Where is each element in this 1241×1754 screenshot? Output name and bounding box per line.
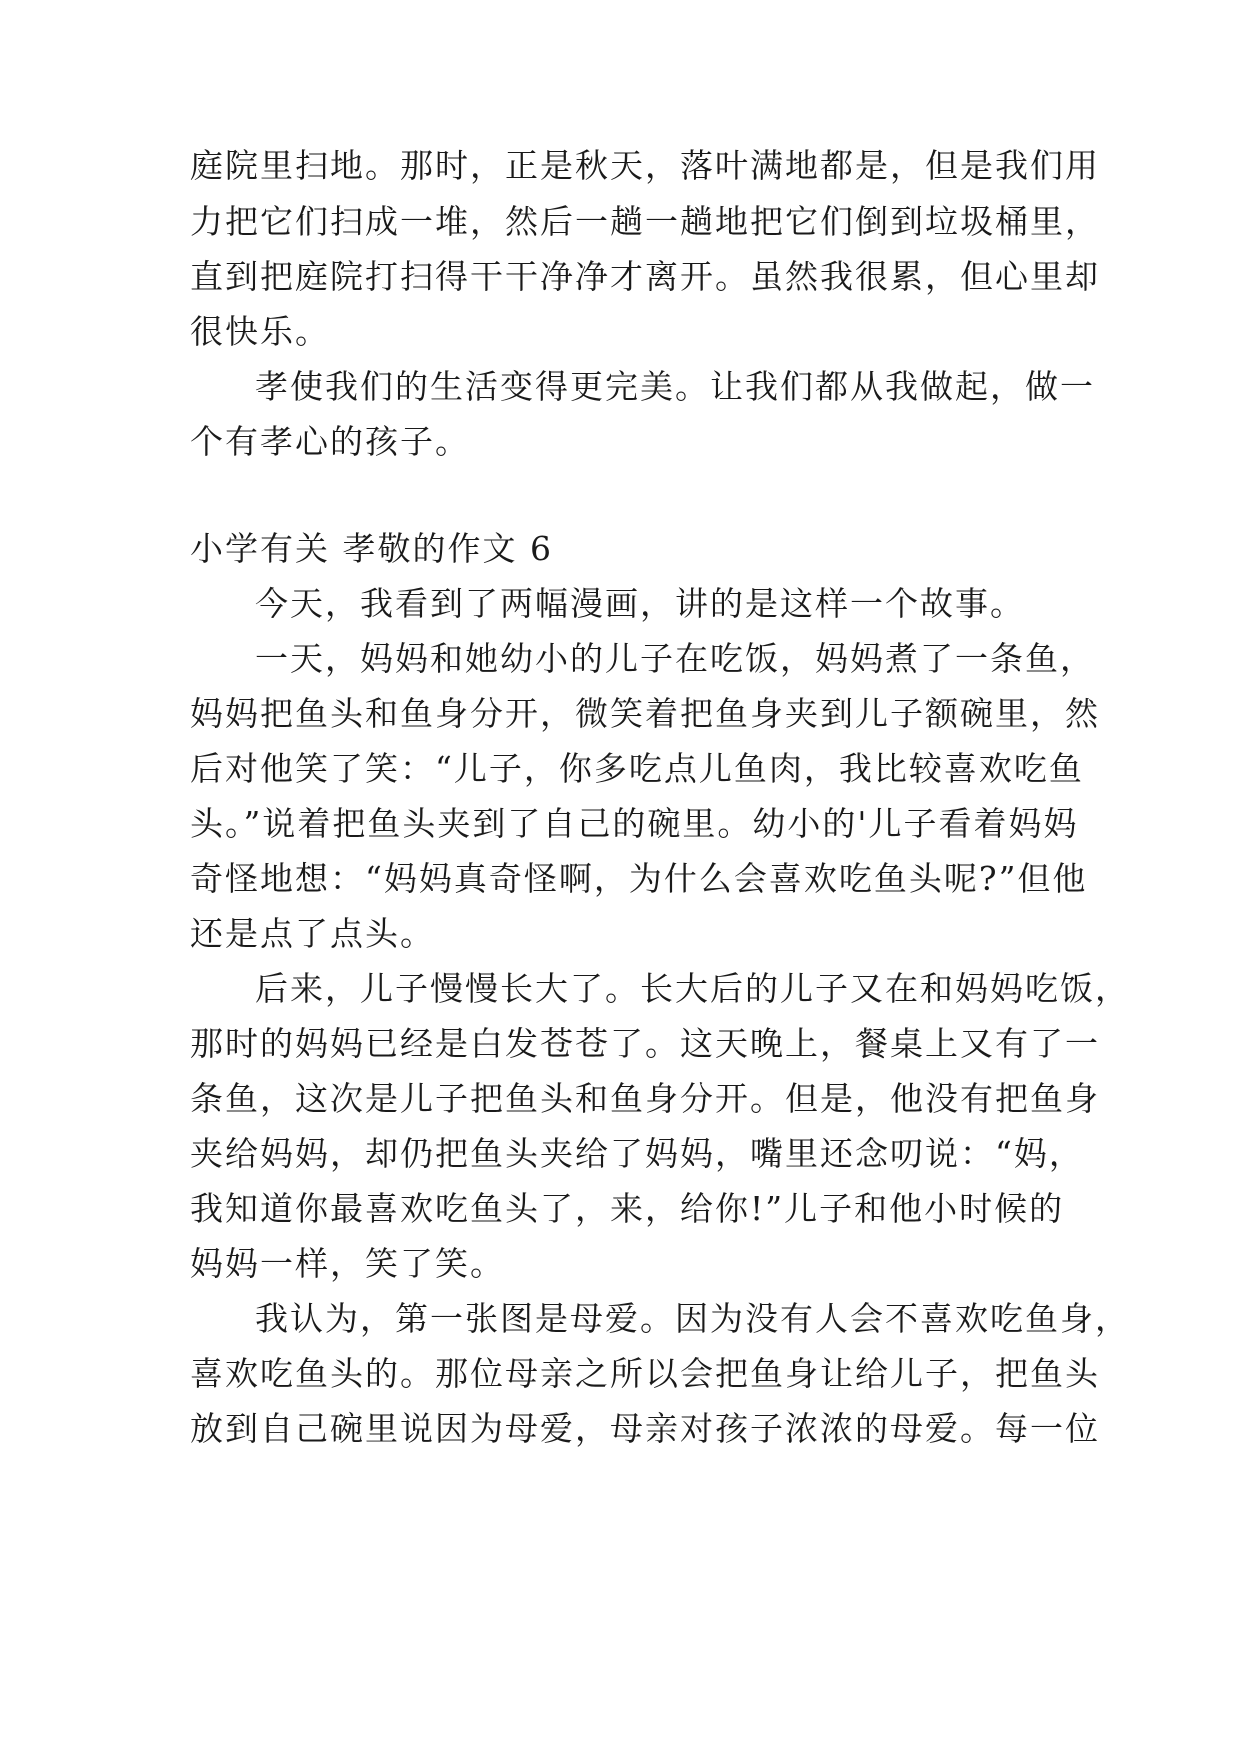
paragraph-line: 我认为，第一张图是母爱。因为没有人会不喜欢吃鱼身， xyxy=(255,1299,1130,1338)
paragraph-line: 后对他笑了笑：“儿子，你多吃点儿鱼肉，我比较喜欢吃鱼 xyxy=(190,749,1084,788)
paragraph-line: 孝使我们的生活变得更完美。让我们都从我做起，做一 xyxy=(255,367,1095,406)
paragraph-line: 那时的妈妈已经是白发苍苍了。这天晚上，餐桌上又有了一 xyxy=(190,1024,1100,1063)
paragraph-line: 一天，妈妈和她幼小的儿子在吃饭，妈妈煮了一条鱼， xyxy=(255,639,1095,678)
paragraph-line: 我知道你最喜欢吃鱼头了，来，给你!”儿子和他小时候的 xyxy=(190,1189,1065,1228)
paragraph-line: 妈妈把鱼头和鱼身分开，微笑着把鱼身夹到儿子额碗里，然 xyxy=(190,694,1100,733)
paragraph-line: 很快乐。 xyxy=(190,312,330,351)
paragraph-line: 放到自己碗里说因为母爱，母亲对孩子浓浓的母爱。每一位 xyxy=(190,1409,1100,1448)
paragraph-line: 头。”说着把鱼头夹到了自己的碗里。幼小的'儿子看着妈妈 xyxy=(190,804,1079,843)
essay-heading: 小学有关 孝敬的作文 6 xyxy=(190,529,553,568)
paragraph-line: 妈妈一样，笑了笑。 xyxy=(190,1244,505,1283)
paragraph-line: 夹给妈妈，却仍把鱼头夹给了妈妈，嘴里还念叨说：“妈， xyxy=(190,1134,1084,1173)
paragraph-line: 条鱼，这次是儿子把鱼头和鱼身分开。但是，他没有把鱼身 xyxy=(190,1079,1100,1118)
paragraph-line: 直到把庭院打扫得干干净净才离开。虽然我很累，但心里却 xyxy=(190,257,1100,296)
paragraph-line: 庭院里扫地。那时，正是秋天，落叶满地都是，但是我们用 xyxy=(190,146,1100,185)
paragraph-line: 奇怪地想：“妈妈真奇怪啊，为什么会喜欢吃鱼头呢?”但他 xyxy=(190,859,1088,898)
paragraph-line: 后来，儿子慢慢长大了。长大后的儿子又在和妈妈吃饭， xyxy=(255,969,1130,1008)
paragraph-line: 个有孝心的孩子。 xyxy=(190,422,470,461)
paragraph-line: 喜欢吃鱼头的。那位母亲之所以会把鱼身让给儿子，把鱼头 xyxy=(190,1354,1100,1393)
paragraph-line: 今天，我看到了两幅漫画，讲的是这样一个故事。 xyxy=(255,584,1025,623)
paragraph-line: 还是点了点头。 xyxy=(190,914,435,953)
paragraph-line: 力把它们扫成一堆，然后一趟一趟地把它们倒到垃圾桶里， xyxy=(190,202,1100,241)
